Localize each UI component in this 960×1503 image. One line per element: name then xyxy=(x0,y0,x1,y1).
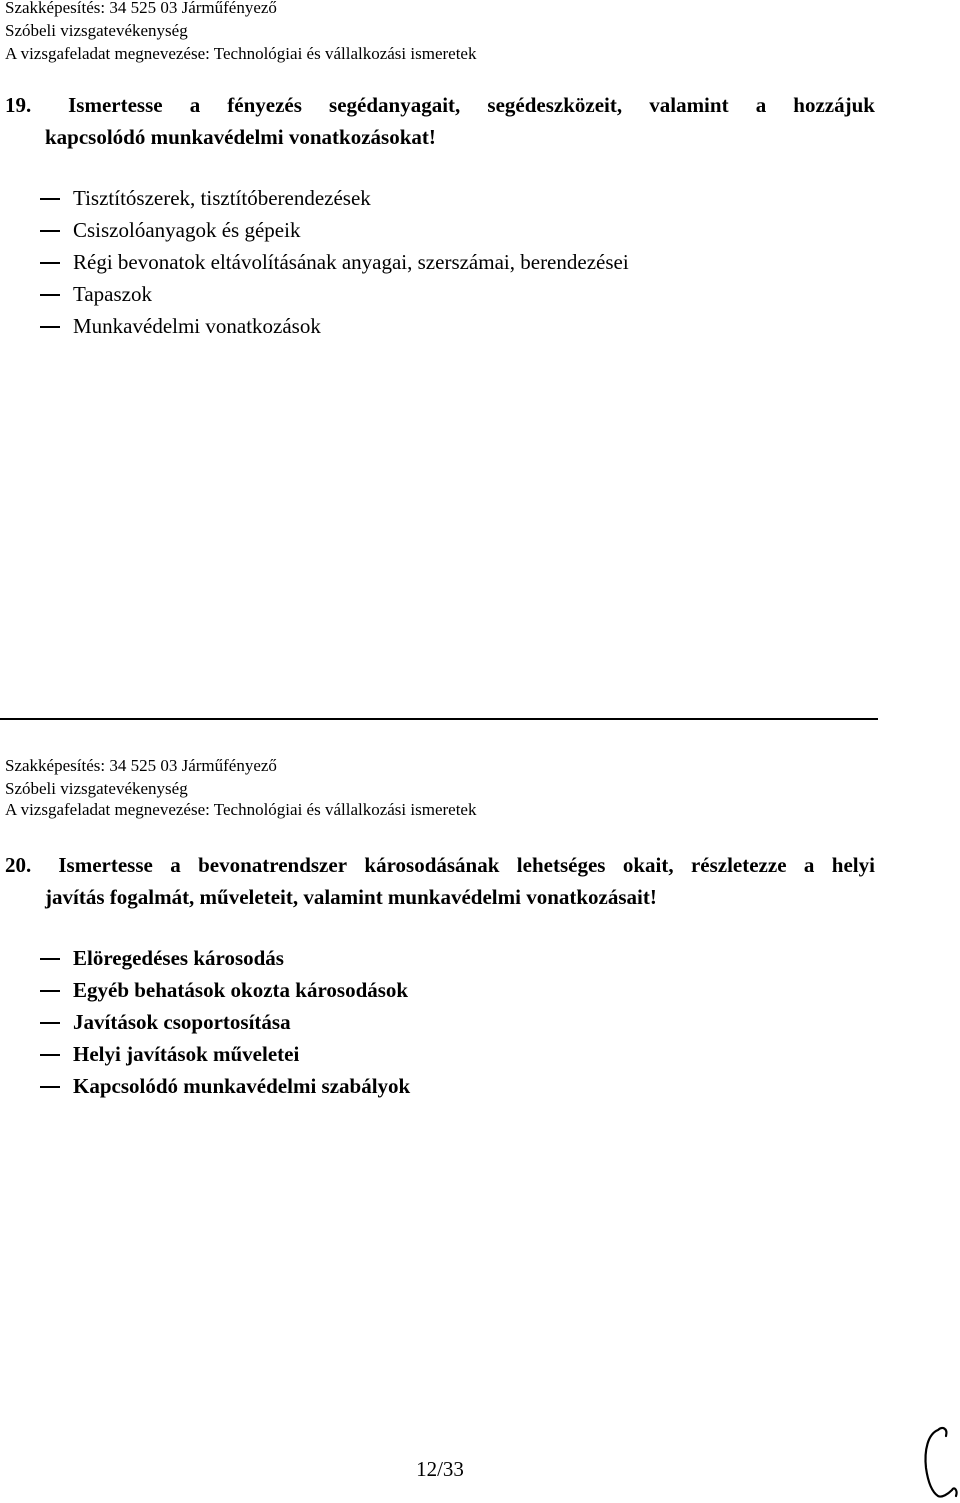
list-item xyxy=(40,214,629,246)
page-divider xyxy=(0,718,878,720)
list-item-text: Elöregedéses károsodás xyxy=(73,946,284,970)
header-task-name: A vizsgafeladat megnevezése: Technológiai és vállalkozási ismeretek xyxy=(5,800,477,819)
dash-bullet xyxy=(40,958,60,960)
list-item-text: Kapcsolódó munkavédelmi szabályok xyxy=(73,1074,411,1098)
question-word: a xyxy=(170,853,181,877)
question-word: a xyxy=(755,93,767,117)
list-item xyxy=(40,246,629,278)
list-item xyxy=(40,278,629,310)
list-item-text: Javítások csoportosítása xyxy=(73,1010,291,1034)
question-word: segédanyagait, xyxy=(329,93,461,117)
question-20 xyxy=(5,849,875,913)
question-word: helyi xyxy=(831,853,875,877)
list-item-text: Tisztítószerek, tisztítóberendezések xyxy=(73,186,371,210)
list-item xyxy=(40,182,629,214)
question-word: a xyxy=(189,93,201,117)
page-number: 12/33 xyxy=(416,1457,464,1481)
question-word: a xyxy=(803,853,815,877)
question-19-line1 xyxy=(5,89,875,121)
question-word: lehetséges xyxy=(516,853,606,877)
list-item-text: Helyi javítások műveletei xyxy=(73,1042,300,1066)
header-qualification: Szakképesítés: 34 525 03 Járműfényező xyxy=(5,756,277,775)
question-19-line2: kapcsolódó munkavédelmi vonatkozásokat! xyxy=(45,125,436,149)
question-word: Ismertesse xyxy=(68,93,163,117)
dash-bullet xyxy=(40,230,60,232)
header-qualification: Szakképesítés: 34 525 03 Járműfényező xyxy=(5,0,277,17)
list-item-text: Egyéb behatások okozta károsodások xyxy=(73,978,409,1002)
list-item xyxy=(40,974,410,1006)
dash-bullet xyxy=(40,294,60,296)
question-word: okait, xyxy=(622,853,674,877)
header-exam-type: Szóbeli vizsgatevékenység xyxy=(5,21,188,40)
list-item xyxy=(40,1006,410,1038)
dash-bullet xyxy=(40,1022,60,1024)
topic-list-19 xyxy=(40,182,629,342)
dash-bullet xyxy=(40,326,60,328)
question-word: Ismertesse xyxy=(58,853,153,877)
header-exam-type: Szóbeli vizsgatevékenység xyxy=(5,779,188,798)
question-word: bevonatrendszer xyxy=(198,853,348,877)
question-word: károsodásának xyxy=(364,853,500,877)
dash-bullet xyxy=(40,262,60,264)
list-item-text: Tapaszok xyxy=(73,282,152,306)
list-item-text: Munkavédelmi vonatkozások xyxy=(73,314,321,338)
question-word: segédeszközeit, xyxy=(487,93,623,117)
topic-list-20 xyxy=(40,942,410,1102)
dash-bullet xyxy=(40,990,60,992)
dash-bullet xyxy=(40,1086,60,1088)
question-number: 20. xyxy=(5,853,32,877)
question-word: valamint xyxy=(649,93,729,117)
dash-bullet xyxy=(40,198,60,200)
list-item xyxy=(40,1038,410,1070)
signature-mark xyxy=(918,1420,960,1500)
question-20-line1 xyxy=(5,849,875,881)
list-item xyxy=(40,942,410,974)
question-19 xyxy=(5,89,875,153)
question-word: részletezze xyxy=(690,853,787,877)
dash-bullet xyxy=(40,1054,60,1056)
header-task-name: A vizsgafeladat megnevezése: Technológiai és vállalkozási ismeretek xyxy=(5,44,477,63)
question-number: 19. xyxy=(5,93,32,117)
list-item-text: Csiszolóanyagok és gépeik xyxy=(73,218,301,242)
list-item-text: Régi bevonatok eltávolításának anyagai, szerszámai, berendezései xyxy=(73,250,629,274)
question-word: fényezés xyxy=(227,93,302,117)
question-word: hozzájuk xyxy=(793,93,875,117)
question-20-line2: javítás fogalmát, műveleteit, valamint munkavédelmi vonatkozásait! xyxy=(45,885,657,909)
list-item xyxy=(40,1070,410,1102)
list-item xyxy=(40,310,629,342)
